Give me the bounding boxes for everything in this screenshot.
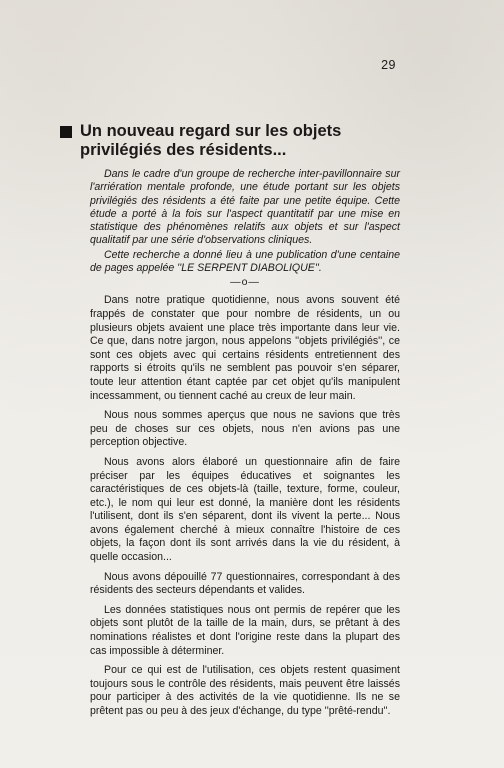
heading-text: Un nouveau regard sur les objets privilégiés des résidents...	[80, 122, 342, 159]
intro-paragraph: Dans le cadre d'un groupe de recherche inter-pavillonnaire sur l'arriération mentale profonde, une étude portant sur les objets privilégiés des résidents a été faite par une petite équipe. Cette étude a porté à la fois sur l'aspect quantitatif par une mise en statistique des phénomènes relatifs aux objets et sur l'aspect qualitatif par une série d'observations cliniques.	[90, 168, 400, 247]
article	[80, 122, 400, 725]
body-text	[90, 294, 400, 718]
body-paragraph: Dans notre pratique quotidienne, nous avons souvent été frappés de constater que pour nombre de résidents, un ou plusieurs objets avaient une place très importante dans leur vie. Ce que, dans notre jargon, nous appelons ''objets privilégiés'', ce sont ces objets avec qui certains résidents entretiennent des rapports si étroits qu'ils ne semblent pas pouvoir s'en séparer, toute leur attention étant captée par cet objet qu'ils manipulent incessamment, ou tiennent caché au creux de leur main.	[90, 294, 400, 402]
section-separator: —o—	[230, 276, 260, 289]
square-bullet-icon	[60, 126, 72, 138]
body-paragraph: Les données statistiques nous ont permis de repérer que les objets sont plutôt de la taille de la main, durs, se prêtant à des nominations réalistes et dont l'origine reste dans la plupart des cas impossible à déterminer.	[90, 603, 400, 657]
body-paragraph: Nous avons alors élaboré un questionnaire afin de faire préciser par les équipes éducatives et soignantes les caractéristiques de ces objets-là (taille, texture, forme, couleur, etc.), le nom qui leur est donné, la manière dont les résidents l'utilisent, dont ils s'en séparent, dont ils vivent la perte... Nous avons également cherché à mieux connaître l'histoire de ces objets, la façon dont ils sont arrivés dans la vie du résident, à quelle occasion...	[90, 455, 400, 564]
article-heading	[60, 122, 400, 160]
page-number: 29	[381, 58, 396, 72]
body-paragraph: Nous avons dépouillé 77 questionnaires, correspondant à des résidents des secteurs dépendants et valides.	[90, 570, 400, 597]
body-paragraph: Nous nous sommes aperçus que nous ne savions que très peu de choses sur ces objets, nous n'en avions pas une perception objective.	[90, 409, 400, 449]
body-paragraph: Pour ce qui est de l'utilisation, ces objets restent quasiment toujours sous le contrôle des résidents, mais peuvent être laissés pour participer à des activités de la vie quotidienne. Ils ne se prêtent pas ou peu à des jeux d'échange, du type ''prêté-rendu''.	[90, 664, 400, 717]
intro-paragraph: Cette recherche a donné lieu à une publication d'une centaine de pages appelée ''LE SERPENT DIABOLIQUE''.	[90, 248, 400, 275]
intro-block	[90, 168, 400, 275]
